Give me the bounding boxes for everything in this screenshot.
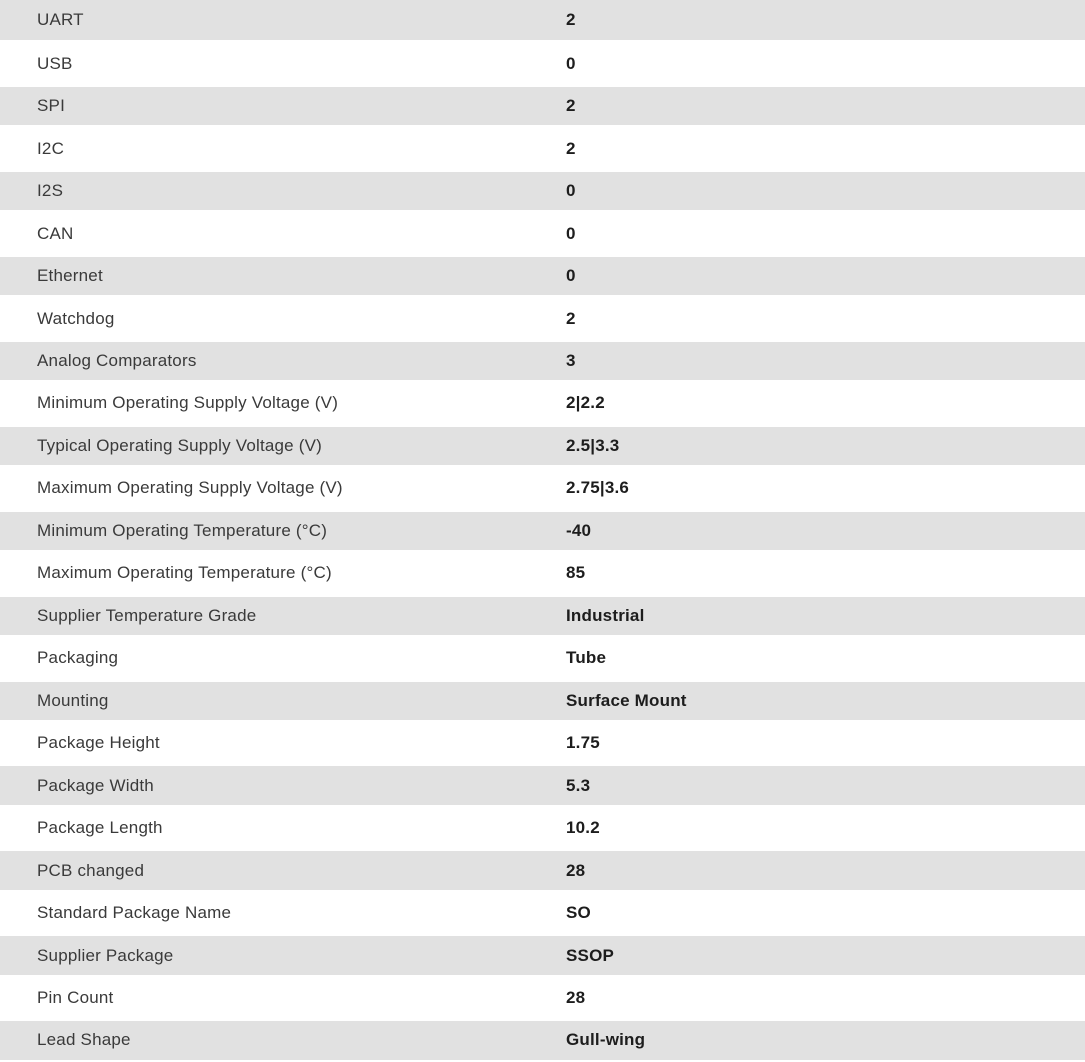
table-row [0,510,1085,552]
spec-label: CAN [37,223,74,243]
spec-label: Package Length [37,818,163,838]
table-row [0,595,1085,637]
table-row [0,680,1085,722]
spec-label: I2C [37,138,65,158]
table-row [0,42,1085,84]
spec-value: 0 [566,53,576,73]
spec-label: Standard Package Name [37,903,232,923]
spec-label: Typical Operating Supply Voltage (V) [37,435,323,455]
table-row [0,425,1085,467]
spec-label: Lead Shape [37,1030,131,1050]
table-row [0,297,1085,339]
spec-label: Analog Comparators [37,350,197,370]
spec-value: SO [566,903,591,923]
table-row [0,849,1085,891]
spec-value: 2.75|3.6 [566,478,630,498]
spec-value: 2 [566,138,576,158]
spec-value: Tube [566,648,607,668]
table-row [0,340,1085,382]
table-row [0,1019,1085,1061]
spec-value: 0 [566,181,576,201]
table-row [0,977,1085,1019]
spec-value: Surface Mount [566,690,687,710]
table-row [0,382,1085,424]
table-row [0,467,1085,509]
spec-value: 5.3 [566,775,591,795]
table-row [0,127,1085,169]
spec-label: Supplier Temperature Grade [37,605,257,625]
table-row [0,170,1085,212]
spec-value: Industrial [566,605,645,625]
spec-label: USB [37,53,73,73]
spec-label: Pin Count [37,988,114,1008]
table-row [0,807,1085,849]
spec-value: 85 [566,563,586,583]
table-row [0,764,1085,806]
spec-value: 2 [566,10,576,30]
spec-value: 2|2.2 [566,393,605,413]
spec-label: SPI [37,96,66,116]
spec-value: 2.5|3.3 [566,435,620,455]
spec-value: 2 [566,308,576,328]
table-row [0,722,1085,764]
spec-label: Minimum Operating Temperature (°C) [37,520,328,540]
table-row [0,255,1085,297]
spec-value: 3 [566,350,576,370]
spec-label: PCB changed [37,860,145,880]
spec-label: Package Width [37,775,154,795]
spec-value: 10.2 [566,818,600,838]
spec-value: 0 [566,223,576,243]
table-row [0,0,1085,42]
spec-value: Gull-wing [566,1030,646,1050]
spec-label: Package Height [37,733,160,753]
table-row [0,212,1085,254]
spec-label: Watchdog [37,308,115,328]
spec-value: -40 [566,520,592,540]
spec-label: I2S [37,181,64,201]
spec-label: Packaging [37,648,119,668]
spec-value: SSOP [566,945,615,965]
spec-value: 28 [566,988,586,1008]
table-row [0,85,1085,127]
spec-label: Mounting [37,690,109,710]
table-row [0,892,1085,934]
spec-label: Ethernet [37,266,103,286]
spec-value: 0 [566,266,576,286]
table-row [0,637,1085,679]
table-row [0,552,1085,594]
spec-label: Supplier Package [37,945,174,965]
spec-label: Maximum Operating Supply Voltage (V) [37,478,343,498]
spec-label: UART [37,10,84,30]
spec-value: 2 [566,96,576,116]
spec-label: Minimum Operating Supply Voltage (V) [37,393,339,413]
spec-label: Maximum Operating Temperature (°C) [37,563,332,583]
spec-value: 1.75 [566,733,600,753]
table-row [0,934,1085,976]
spec-value: 28 [566,860,586,880]
